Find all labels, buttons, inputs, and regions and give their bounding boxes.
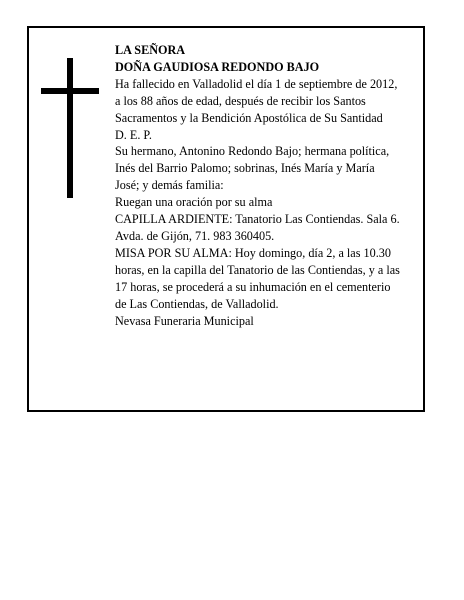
mass-info: MISA POR SU ALMA: Hoy domingo, día 2, a las 10.30 horas, en la capilla del Tanatorio de las Contiendas, y a las 17 horas, se procederá a su inhumación en el cementerio de Las Contiendas, de Valladolid. (115, 245, 400, 311)
rip-line: D. E. P. (115, 127, 152, 142)
cross-vertical-bar (67, 58, 73, 198)
deceased-name: DOÑA GAUDIOSA REDONDO BAJO (115, 59, 320, 74)
prayer-request: Ruegan una oración por su alma (115, 195, 273, 210)
death-announcement: Ha fallecido en Valladolid el día 1 de septiembre de 2012, a los 88 años de edad, después de recibir los Santos Sacramentos y la Bendición Apostólica de Su Santidad (115, 76, 398, 125)
chapel-info: CAPILLA ARDIENTE: Tanatorio Las Contiendas. Sala 6. Avda. de Gijón, 71. 983 360405. (115, 212, 400, 243)
notice-heading: LA SEÑORA (115, 43, 186, 57)
cross-horizontal-bar (41, 88, 99, 94)
notice-text (115, 42, 401, 329)
cross-icon (41, 58, 99, 198)
obituary-notice (27, 26, 425, 412)
funeral-home: Nevasa Funeraria Municipal (115, 313, 254, 328)
family-list: Su hermano, Antonino Redondo Bajo; hermana política, Inés del Barrio Palomo; sobrinas, Inés María y María José; y demás familia: (115, 144, 390, 193)
